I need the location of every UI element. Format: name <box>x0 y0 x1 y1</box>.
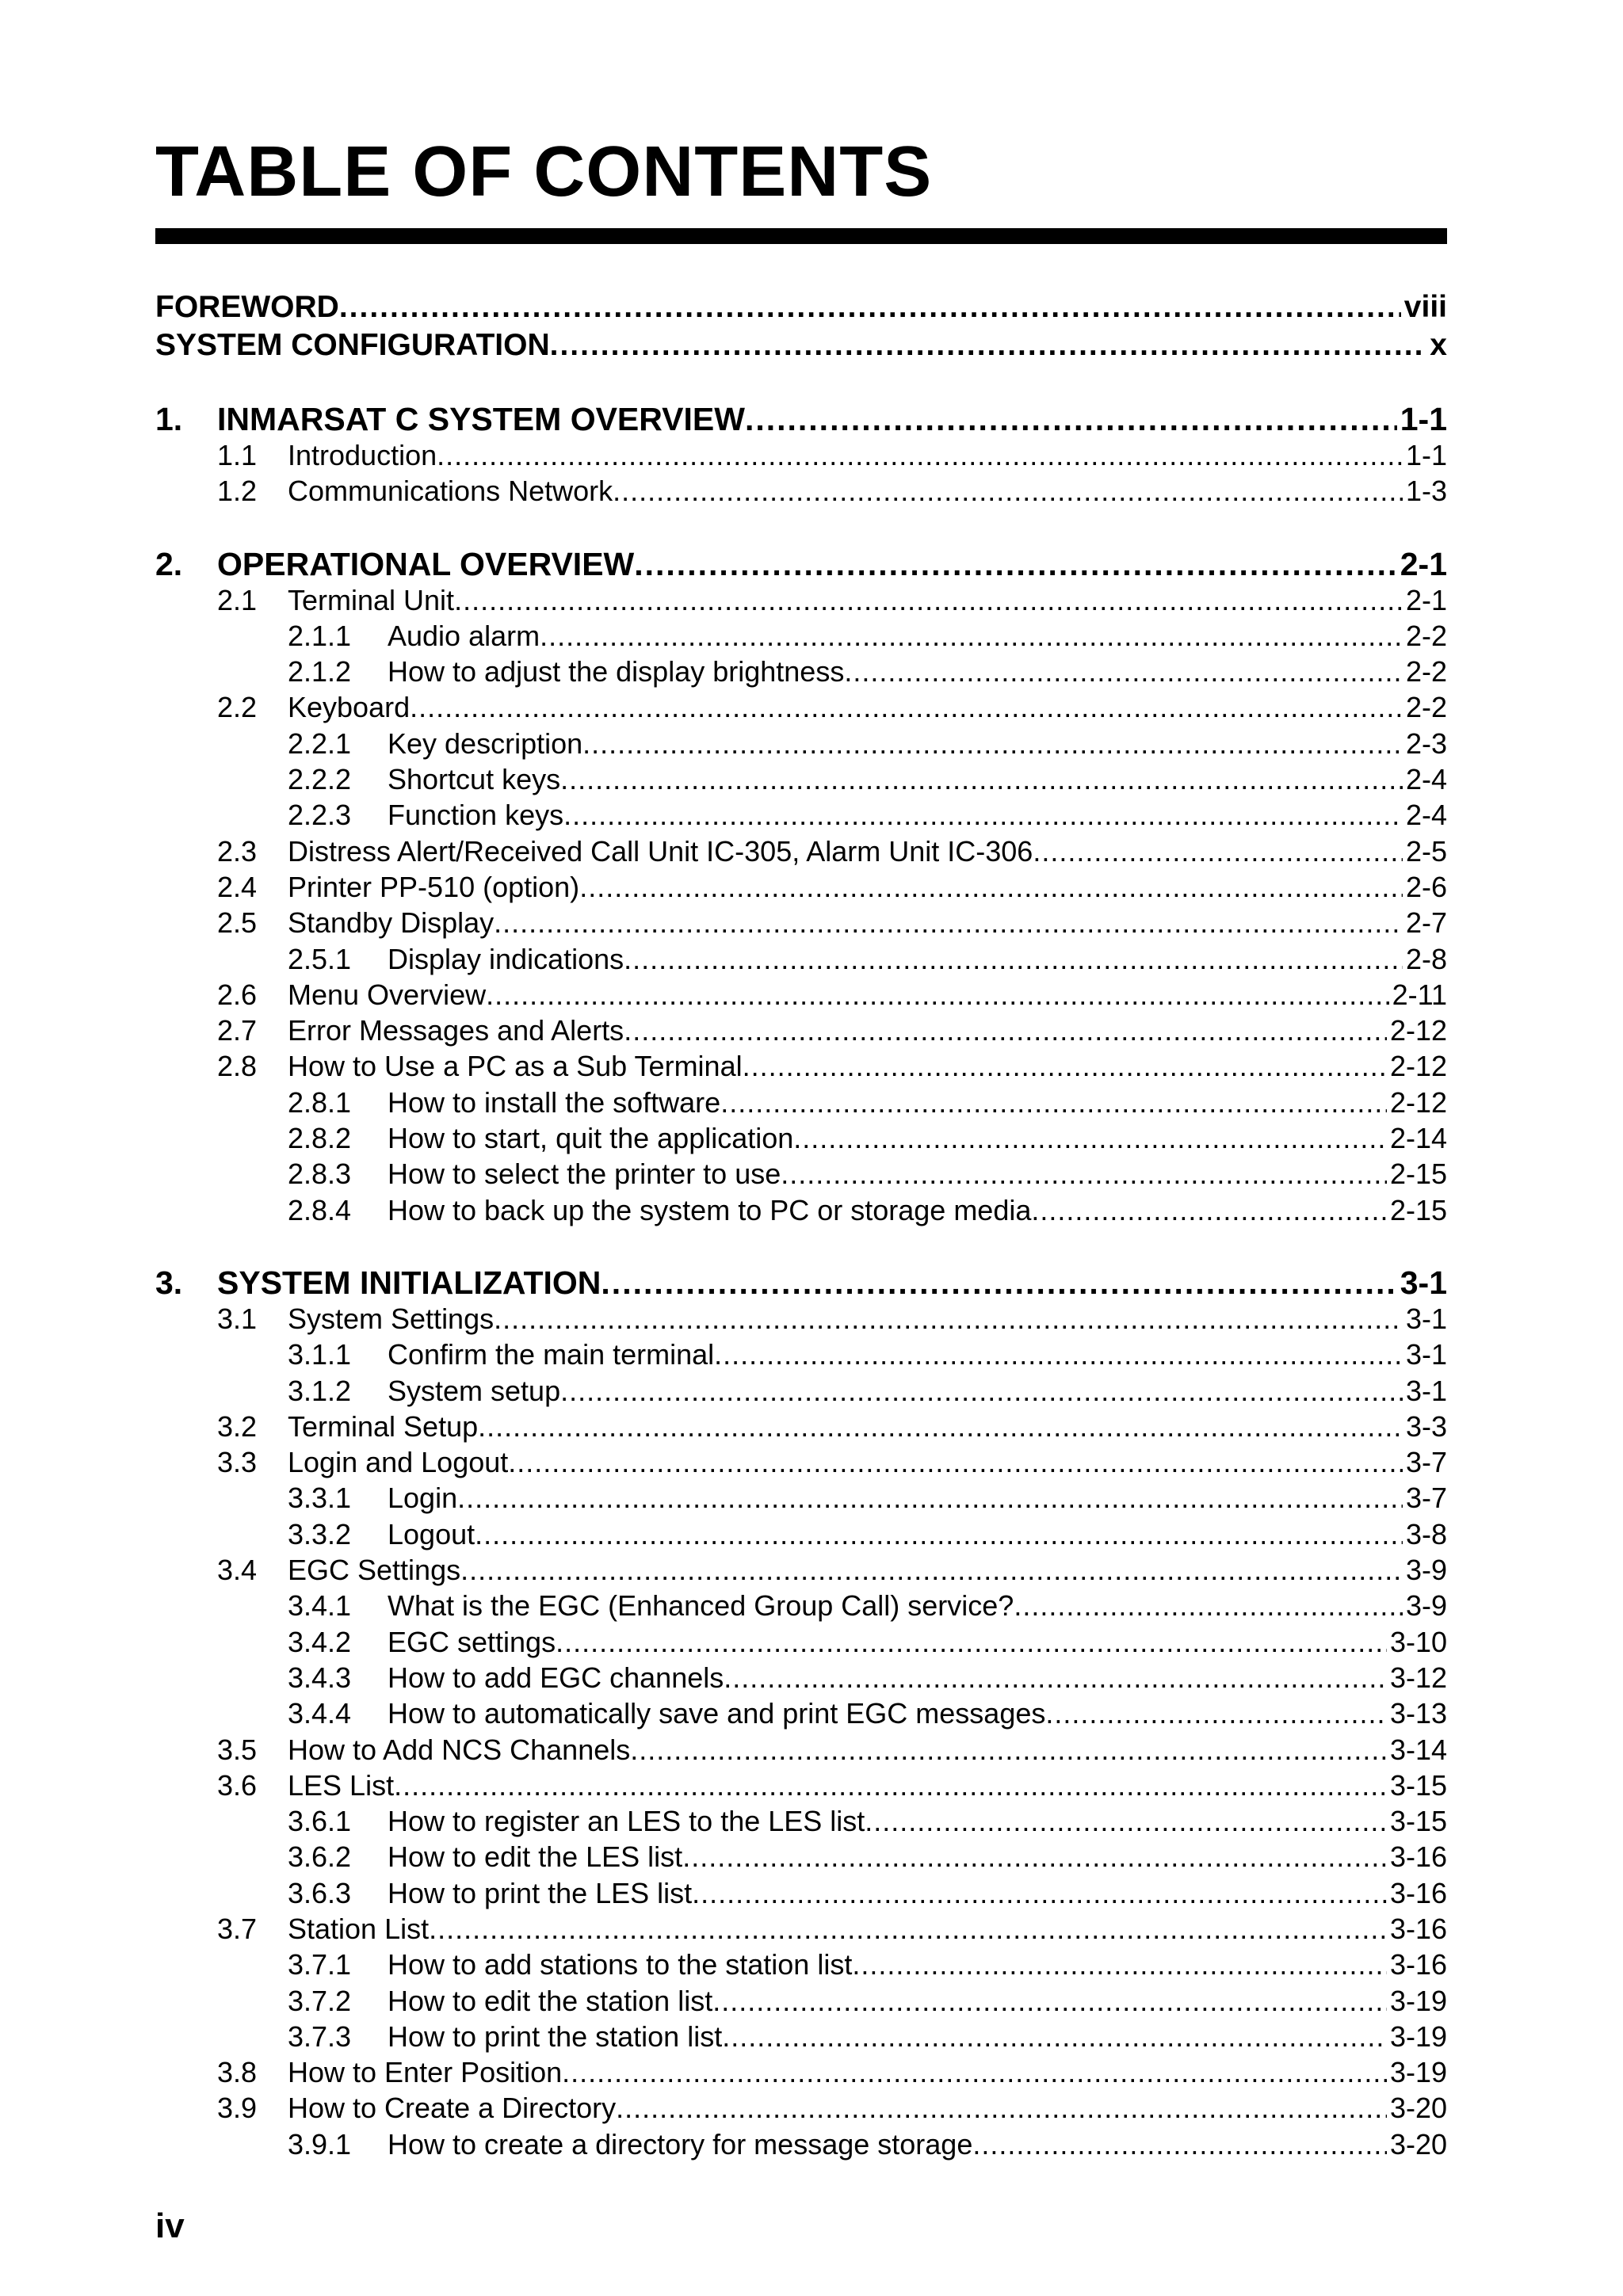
toc-entry-number: 3.1 <box>217 1302 258 1335</box>
dot-leader <box>460 1554 1403 1587</box>
toc-entry-page: 3-20 <box>1389 2127 1447 2161</box>
toc-entry-label: How to edit the LES list <box>388 1840 683 1874</box>
toc-entry-page: 2-5 <box>1405 834 1447 868</box>
toc-entry-number: 2.8.4 <box>288 1193 352 1226</box>
toc-chapter-number: 3. <box>155 1264 183 1301</box>
toc-entry-page: 2-4 <box>1405 763 1447 796</box>
toc-entry-page: 3-7 <box>1405 1482 1447 1515</box>
dot-leader <box>865 1805 1387 1838</box>
toc-entry-label: SYSTEM CONFIGURATION <box>155 328 550 362</box>
toc-entry-label: FOREWORD <box>155 290 339 324</box>
toc-entry-page: 3-16 <box>1389 1912 1447 1945</box>
dot-leader <box>613 475 1403 508</box>
dot-leader <box>1045 1697 1387 1730</box>
toc-entry-page: 2-4 <box>1405 799 1447 832</box>
toc-subsection-entry[interactable] <box>155 763 1447 799</box>
toc-entry-number: 3.1.1 <box>288 1338 352 1371</box>
dot-leader <box>634 546 1397 583</box>
toc-section-entry[interactable] <box>155 835 1447 871</box>
toc-entry-number: 3.8 <box>217 2056 258 2089</box>
toc-subsection-entry[interactable] <box>155 1482 1447 1517</box>
dot-leader <box>1031 1194 1387 1227</box>
toc-section-entry[interactable] <box>155 584 1447 620</box>
dot-leader <box>1033 835 1403 868</box>
dot-leader <box>486 978 1389 1012</box>
dot-leader <box>616 2092 1387 2125</box>
toc-entry-number: 3.1.2 <box>288 1374 352 1407</box>
toc-subsection-entry[interactable] <box>155 2128 1447 2164</box>
toc-entry-number: 3.9.1 <box>288 2127 352 2161</box>
toc-entry-label: Introduction <box>288 439 437 471</box>
page-title: TABLE OF CONTENTS <box>155 132 933 212</box>
toc-entry-page: 3-10 <box>1389 1625 1447 1658</box>
toc-entry-page: 3-13 <box>1389 1697 1447 1730</box>
toc-section-entry[interactable] <box>155 2092 1447 2127</box>
toc-subsection-entry[interactable] <box>155 1697 1447 1733</box>
toc-entry-number: 2.2.3 <box>288 799 352 832</box>
toc-entry-label: LES List <box>288 1768 395 1802</box>
toc-entry-number: 3.2 <box>217 1409 258 1443</box>
dot-leader <box>720 1086 1387 1119</box>
toc-section-entry[interactable] <box>155 1302 1447 1338</box>
toc-entry-page: 2-8 <box>1405 942 1447 975</box>
toc-subsection-entry[interactable] <box>155 1877 1447 1913</box>
toc-entry-number: 3.4.3 <box>288 1661 352 1694</box>
toc-chapter-page: 3-1 <box>1400 1264 1447 1301</box>
dot-leader <box>793 1122 1387 1155</box>
toc-entry-number: 1.1 <box>217 439 258 471</box>
toc-section-entry[interactable] <box>155 1733 1447 1769</box>
dot-leader <box>601 1264 1396 1302</box>
toc-chapter-number: 2. <box>155 545 183 582</box>
toc-entry-number: 3.6 <box>217 1768 258 1802</box>
toc-entry-page: 2-6 <box>1405 870 1447 903</box>
toc-subsection-entry[interactable] <box>155 1194 1447 1230</box>
toc-entry-number: 2.2.2 <box>288 763 352 796</box>
toc-entry-label: What is the EGC (Enhanced Group Call) service? <box>388 1589 1014 1623</box>
title-rule <box>155 228 1447 244</box>
spacer <box>155 511 1447 546</box>
toc-chapter-page: 2-1 <box>1400 545 1447 582</box>
toc-entry-number: 2.8.3 <box>288 1158 352 1191</box>
toc-entry-page: 2-15 <box>1389 1158 1447 1191</box>
toc-entry-number: 3.4 <box>217 1554 258 1587</box>
dot-leader <box>494 1302 1403 1336</box>
dot-leader <box>579 871 1403 904</box>
dot-leader <box>624 943 1403 976</box>
toc-entry-number: 3.7.3 <box>288 2019 352 2053</box>
toc-entry-label: How to add EGC channels <box>388 1661 724 1694</box>
toc-entry-label: Terminal Setup <box>288 1409 479 1443</box>
toc-chapter-heading[interactable] <box>155 401 1447 439</box>
toc-section-entry[interactable] <box>155 1050 1447 1085</box>
toc-entry-foreword[interactable] <box>155 290 1447 328</box>
toc-subsection-entry[interactable] <box>155 620 1447 655</box>
dot-leader <box>972 2128 1387 2161</box>
toc-entry-label: Confirm the main terminal <box>388 1338 715 1371</box>
toc-subsection-entry[interactable] <box>155 1626 1447 1661</box>
dot-leader <box>781 1158 1387 1191</box>
toc-entry-number: 3.3.2 <box>288 1517 352 1550</box>
toc-entry-label: Standby Display <box>288 906 495 940</box>
toc-entry-label: How to adjust the display brightness <box>388 655 845 688</box>
toc-section-entry[interactable] <box>155 1014 1447 1050</box>
dot-leader <box>550 328 1427 363</box>
toc-chapter-title: OPERATIONAL OVERVIEW <box>217 545 635 582</box>
toc-subsection-entry[interactable] <box>155 655 1447 691</box>
dot-leader <box>508 1446 1403 1479</box>
toc-section-entry[interactable] <box>155 906 1447 942</box>
toc-subsection-entry[interactable] <box>155 799 1447 834</box>
toc-entry-number: 3.3 <box>217 1446 258 1479</box>
toc-entry-label: Terminal Unit <box>288 583 455 616</box>
dot-leader <box>714 1338 1403 1371</box>
dot-leader <box>1014 1589 1403 1623</box>
toc-entry-label: Distress Alert/Received Call Unit IC-305, Alarm Unit IC-306 <box>288 834 1033 868</box>
toc-entry-number: 2.1.1 <box>288 619 352 652</box>
toc-entry-number: 3.4.2 <box>288 1625 352 1658</box>
toc-entry-number: 3.6.2 <box>288 1840 352 1874</box>
toc-entry-page: x <box>1430 328 1447 362</box>
toc-entry-number: 3.4.1 <box>288 1589 352 1623</box>
dot-leader <box>844 655 1403 688</box>
toc-entry-label: Display indications <box>388 942 624 975</box>
toc-entry-label: System Settings <box>288 1302 495 1335</box>
dot-leader <box>743 1050 1387 1083</box>
toc-entry-number: 2.1.2 <box>288 655 352 688</box>
toc-entry-page: 2-12 <box>1389 1050 1447 1083</box>
toc-entry-page: 2-12 <box>1389 1014 1447 1047</box>
toc-section-entry[interactable] <box>155 1410 1447 1446</box>
toc-chapter-heading[interactable] <box>155 546 1447 584</box>
dot-leader <box>394 1769 1387 1802</box>
toc-entry-number: 2.5.1 <box>288 942 352 975</box>
toc-entry-page: 3-1 <box>1405 1374 1447 1407</box>
dot-leader <box>852 1948 1387 1981</box>
toc-chapter-page: 1-1 <box>1400 401 1447 437</box>
toc-entry-page: 3-19 <box>1389 2056 1447 2089</box>
table-of-contents <box>155 290 1447 2164</box>
toc-entry-label: How to register an LES to the LES list <box>388 1805 865 1838</box>
toc-entry-number: 2.5 <box>217 906 258 940</box>
dot-leader <box>540 620 1403 653</box>
toc-entry-page: 2-12 <box>1389 1085 1447 1119</box>
toc-entry-label: Login and Logout <box>288 1446 509 1479</box>
toc-entry-label: How to Create a Directory <box>288 2092 617 2125</box>
toc-subsection-entry[interactable] <box>155 1518 1447 1554</box>
toc-chapter-number: 1. <box>155 401 183 437</box>
toc-subsection-entry[interactable] <box>155 727 1447 763</box>
toc-entry-label: How to create a directory for message storage <box>388 2127 973 2161</box>
dot-leader <box>745 401 1397 438</box>
toc-entry-page: 3-16 <box>1389 1876 1447 1909</box>
toc-subsection-entry[interactable] <box>155 1158 1447 1193</box>
toc-entry-label: How to install the software <box>388 1085 721 1119</box>
toc-entry-page: 2-2 <box>1405 655 1447 688</box>
toc-entry-label: How to print the LES list <box>388 1876 693 1909</box>
toc-entry-number: 2.2 <box>217 691 258 724</box>
toc-entry-label: Key description <box>388 727 583 760</box>
toc-entry-label: How to start, quit the application <box>388 1122 794 1155</box>
dot-leader <box>630 1733 1387 1767</box>
toc-chapter-title: INMARSAT C SYSTEM OVERVIEW <box>217 401 745 437</box>
toc-entry-page: 3-16 <box>1389 1840 1447 1874</box>
toc-section-entry[interactable] <box>155 1554 1447 1589</box>
toc-entry-number: 2.7 <box>217 1014 258 1047</box>
toc-entry-label: Logout <box>388 1517 475 1550</box>
toc-section-entry[interactable] <box>155 978 1447 1014</box>
toc-entry-page: 3-15 <box>1389 1768 1447 1802</box>
dot-leader <box>692 1877 1387 1910</box>
toc-section-entry[interactable] <box>155 691 1447 727</box>
toc-section-entry[interactable] <box>155 871 1447 906</box>
dot-leader <box>562 2056 1387 2089</box>
toc-entry-page: 2-7 <box>1405 906 1447 940</box>
dot-leader <box>410 691 1403 724</box>
toc-subsection-entry[interactable] <box>155 2020 1447 2056</box>
toc-entry-number: 3.5 <box>217 1733 258 1766</box>
page-number: iv <box>155 2206 185 2245</box>
toc-entry-number: 2.3 <box>217 834 258 868</box>
toc-entry-page: 3-16 <box>1389 1948 1447 1981</box>
dot-leader <box>339 290 1401 325</box>
toc-subsection-entry[interactable] <box>155 1661 1447 1697</box>
toc-subsection-entry[interactable] <box>155 943 1447 978</box>
toc-entry-number: 3.4.4 <box>288 1697 352 1730</box>
dot-leader <box>556 1626 1387 1659</box>
toc-entry-label: How to add stations to the station list <box>388 1948 853 1981</box>
toc-entry-number: 2.6 <box>217 978 258 1011</box>
toc-entry-number: 3.3.1 <box>288 1482 352 1515</box>
toc-entry-number: 2.1 <box>217 583 258 616</box>
toc-section-entry[interactable] <box>155 2056 1447 2092</box>
toc-entry-label: How to Add NCS Channels <box>288 1733 631 1766</box>
toc-entry-page: 3-15 <box>1389 1805 1447 1838</box>
dot-leader <box>454 584 1403 617</box>
dot-leader <box>457 1482 1403 1515</box>
dot-leader <box>712 1985 1387 2018</box>
toc-entry-label: Communications Network <box>288 475 613 508</box>
toc-entry-page: 2-2 <box>1405 691 1447 724</box>
toc-entry-page: 3-19 <box>1389 1984 1447 2017</box>
toc-entry-label: Menu Overview <box>288 978 487 1011</box>
toc-entry-number: 2.8 <box>217 1050 258 1083</box>
toc-subsection-entry[interactable] <box>155 1122 1447 1158</box>
toc-chapter-heading[interactable] <box>155 1264 1447 1302</box>
toc-entry-label: Error Messages and Alerts <box>288 1014 624 1047</box>
toc-entry-label: How to automatically save and print EGC messages <box>388 1697 1046 1730</box>
dot-leader <box>624 1014 1387 1047</box>
toc-entry-number: 3.6.1 <box>288 1805 352 1838</box>
toc-section-entry[interactable] <box>155 475 1447 510</box>
dot-leader <box>582 727 1403 761</box>
toc-entry-label: How to Use a PC as a Sub Terminal <box>288 1050 743 1083</box>
toc-entry-label: Function keys <box>388 799 564 832</box>
toc-entry-page: 2-2 <box>1405 619 1447 652</box>
dot-leader <box>724 1661 1387 1695</box>
dot-leader <box>494 906 1403 940</box>
toc-entry-page: 3-19 <box>1389 2019 1447 2053</box>
toc-entry-label: Shortcut keys <box>388 763 561 796</box>
toc-section-entry[interactable] <box>155 1446 1447 1482</box>
dot-leader <box>560 763 1403 796</box>
toc-entry-number: 2.8.2 <box>288 1122 352 1155</box>
toc-entry-page: 2-3 <box>1405 727 1447 760</box>
toc-entry-number: 3.7.1 <box>288 1948 352 1981</box>
toc-entry-page: 2-15 <box>1389 1193 1447 1226</box>
toc-entry-number: 3.9 <box>217 2092 258 2125</box>
toc-section-entry[interactable] <box>155 1769 1447 1805</box>
toc-entry-page: viii <box>1403 290 1447 324</box>
toc-entry-page: 3-20 <box>1389 2092 1447 2125</box>
toc-entry-page: 1-3 <box>1405 475 1447 508</box>
toc-subsection-entry[interactable] <box>155 1375 1447 1410</box>
toc-entry-number: 3.7 <box>217 1912 258 1945</box>
toc-entry-page: 3-3 <box>1405 1409 1447 1443</box>
toc-entry-page: 3-1 <box>1405 1338 1447 1371</box>
toc-entry-label: How to print the station list <box>388 2019 723 2053</box>
toc-subsection-entry[interactable] <box>155 1948 1447 1984</box>
dot-leader <box>475 1518 1403 1551</box>
toc-entry-label: EGC Settings <box>288 1554 461 1587</box>
dot-leader <box>722 2020 1387 2054</box>
toc-subsection-entry[interactable] <box>155 1840 1447 1876</box>
toc-entry-label: How to edit the station list <box>388 1984 713 2017</box>
toc-entry-number: 2.8.1 <box>288 1085 352 1119</box>
toc-entry-number: 3.7.2 <box>288 1984 352 2017</box>
toc-entry-label: System setup <box>388 1374 561 1407</box>
toc-subsection-entry[interactable] <box>155 1985 1447 2020</box>
toc-entry-label: Station List <box>288 1912 430 1945</box>
toc-subsection-entry[interactable] <box>155 1086 1447 1122</box>
toc-entry-label: Keyboard <box>288 691 411 724</box>
dot-leader <box>682 1840 1387 1874</box>
dot-leader <box>563 799 1403 832</box>
toc-entry-page: 1-1 <box>1405 439 1447 471</box>
dot-leader <box>478 1410 1403 1444</box>
toc-section-entry[interactable] <box>155 1913 1447 1948</box>
toc-entry-page: 2-11 <box>1392 978 1447 1011</box>
toc-entry-label: How to back up the system to PC or storage media <box>388 1193 1032 1226</box>
toc-subsection-entry[interactable] <box>155 1589 1447 1625</box>
toc-entry-page: 3-9 <box>1405 1589 1447 1623</box>
toc-entry-number: 2.2.1 <box>288 727 352 760</box>
toc-entry-page: 3-12 <box>1389 1661 1447 1694</box>
toc-entry-label: How to Enter Position <box>288 2056 563 2089</box>
dot-leader <box>437 439 1403 472</box>
toc-subsection-entry[interactable] <box>155 1338 1447 1374</box>
toc-entry-page: 2-1 <box>1405 583 1447 616</box>
toc-entry-label: Printer PP-510 (option) <box>288 870 580 903</box>
toc-entry-label: Login <box>388 1482 458 1515</box>
toc-subsection-entry[interactable] <box>155 1805 1447 1840</box>
toc-entry-page: 3-9 <box>1405 1554 1447 1587</box>
toc-chapter-title: SYSTEM INITIALIZATION <box>217 1264 601 1301</box>
toc-entry-page: 3-8 <box>1405 1517 1447 1550</box>
toc-entry-number: 1.2 <box>217 475 258 508</box>
dot-leader <box>429 1913 1387 1946</box>
dot-leader <box>560 1375 1403 1408</box>
toc-entry-page: 3-7 <box>1405 1446 1447 1479</box>
spacer <box>155 1230 1447 1264</box>
toc-chapters <box>155 366 1447 2164</box>
toc-entry-number: 3.6.3 <box>288 1876 352 1909</box>
toc-entry-number: 2.4 <box>217 870 258 903</box>
toc-section-entry[interactable] <box>155 439 1447 475</box>
toc-entry-label: Audio alarm <box>388 619 540 652</box>
toc-entry-page: 2-14 <box>1389 1122 1447 1155</box>
toc-entry-label: EGC settings <box>388 1625 556 1658</box>
toc-entry-page: 3-14 <box>1389 1733 1447 1766</box>
toc-entry-system-configuration[interactable] <box>155 328 1447 366</box>
toc-entry-page: 3-1 <box>1405 1302 1447 1335</box>
spacer <box>155 366 1447 401</box>
toc-entry-label: How to select the printer to use <box>388 1158 781 1191</box>
